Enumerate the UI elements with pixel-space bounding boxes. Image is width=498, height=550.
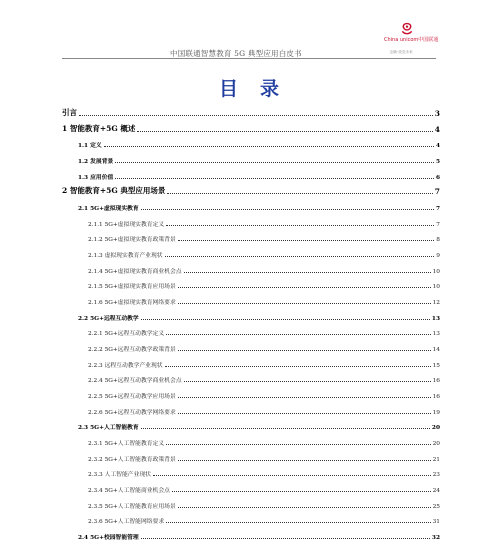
toc-entry[interactable] [88,296,440,306]
toc-entry[interactable] [88,515,440,525]
toc-leader-dots [141,538,430,539]
toc-entry-title: 2.1 5G+虚拟现实教育 [78,205,139,212]
toc-entry[interactable] [88,406,440,416]
toc-leader-dots [178,303,431,304]
toc-entry-page: 31 [432,519,440,526]
toc-entry[interactable] [88,249,440,259]
toc-entry-page: 23 [432,472,440,479]
toc-entry-page: 10 [432,268,440,275]
toc-entry-title: 2.1.5 5G+虚拟现实教育应用场景 [88,284,176,291]
header-divider [62,58,436,59]
toc-leader-dots [178,350,431,351]
toc-entry-title: 2.3.2 5G+人工智能教育政策背景 [88,456,176,463]
toc-entry-title: 2.3.1 5G+人工智能教育定义 [88,440,165,447]
toc-leader-dots [104,146,434,147]
unicom-knot-icon [399,22,415,36]
toc-entry[interactable] [78,531,440,541]
toc-entry[interactable] [78,312,440,322]
toc-entry-page: 16 [432,378,440,385]
toc-entry[interactable] [88,453,440,463]
toc-entry[interactable] [88,468,440,478]
toc-entry-title: 1 智能教育+5G 概述 [62,123,136,133]
toc-entry-title: 2.2.5 5G+远程互动教学应用场景 [88,393,176,400]
toc-entry-page: 5 [435,158,440,165]
toc-entry-title: 2.1.4 5G+虚拟现实教育商业机会点 [88,268,182,275]
toc-entry-page: 4 [435,143,440,150]
toc-leader-dots [166,444,430,445]
toc-entry-title: 引言 [62,108,77,117]
toc-entry-page: 32 [431,534,440,541]
toc-entry[interactable] [88,265,440,275]
toc-entry-page: 4 [434,124,440,134]
china-unicom-logo [384,22,448,58]
toc-entry-page: 12 [432,299,440,306]
header-title: 中国联通智慧教育 5G 典型应用白皮书 [170,49,302,58]
toc-leader-dots [178,397,431,398]
toc-entry-page: 13 [431,315,440,322]
toc-entry-page: 20 [431,425,440,432]
toc-entry-title: 2.3.4 5G+人工智能商业机会点 [88,487,170,494]
toc-entry-title: 2.4 5G+校园智能管理 [78,534,139,541]
toc-entry[interactable] [78,139,440,149]
toc-entry-title: 2.2.2 5G+远程互动教学政策背景 [88,346,176,353]
toc-entry[interactable] [62,124,440,134]
toc-entry-page: 24 [432,487,440,494]
toc-entry[interactable] [78,421,440,431]
toc-entry-page: 25 [432,503,440,510]
page-header [0,0,498,62]
toc-entry-page: 10 [432,284,440,291]
logo-slogan: 创新·改变未来 [390,50,413,54]
toc-entry-page: 21 [432,456,440,463]
toc-entry-page: 9 [436,252,440,259]
toc-leader-dots [141,209,434,210]
toc-entry[interactable] [88,343,440,353]
toc-entry-title: 2.3 5G+人工智能教育 [78,425,139,432]
toc-entry[interactable] [88,437,440,447]
toc-leader-dots [137,131,432,132]
toc-leader-dots [141,428,430,429]
toc-entry[interactable] [88,390,440,400]
toc-title: 目录 [218,78,301,100]
toc-entry-title: 1.2 发展背景 [78,158,114,165]
toc-entry-page: 3 [434,109,440,118]
toc-entry-page: 19 [432,409,440,416]
toc-leader-dots [141,319,430,320]
toc-entry[interactable] [88,484,440,494]
toc-entry[interactable] [88,280,440,290]
toc-leader-dots [184,272,431,273]
toc-leader-dots [115,162,434,163]
toc-leader-dots [166,334,430,335]
toc-entry-page: 8 [436,237,440,244]
toc-leader-dots [166,522,430,523]
toc-entry-title: 2.2.6 5G+远程互动教学网络要求 [88,409,176,416]
toc-entry[interactable] [88,327,440,337]
toc-entry[interactable] [62,186,440,196]
toc-entry-title: 1.1 定义 [78,143,102,150]
toc-entry[interactable] [62,108,440,118]
toc-leader-dots [172,491,431,492]
toc-entry-page: 13 [432,331,440,338]
toc-entry[interactable] [88,218,440,228]
toc-leader-dots [79,115,433,116]
toc-entry[interactable] [88,500,440,510]
toc-leader-dots [165,256,435,257]
toc-entry-title: 2.2.3 远程互动教学产业现状 [88,362,163,369]
toc-leader-dots [178,460,431,461]
toc-entry-page: 6 [435,174,440,181]
toc-leader-dots [178,240,435,241]
toc-entry-title: 2.2.4 5G+远程互动教学商业机会点 [88,378,182,385]
toc-entry-title: 2.1.6 5G+虚拟现实教育网络要求 [88,299,176,306]
toc-entry[interactable] [88,233,440,243]
toc-entry-title: 2.2 5G+远程互动教学 [78,315,139,322]
toc-leader-dots [153,475,431,476]
toc-entry-page: 20 [432,440,440,447]
toc-entry-title: 2.2.1 5G+远程互动教学定义 [88,331,165,338]
toc-entry-title: 2.3.6 5G+人工智能网络要求 [88,519,165,526]
toc-entry-title: 2.1.2 5G+虚拟现实教育政策背景 [88,237,176,244]
toc-entry-page: 7 [434,187,440,197]
toc-entry-page: 15 [432,362,440,369]
toc-leader-dots [178,507,431,508]
toc-entry[interactable] [78,202,440,212]
toc-leader-dots [178,413,431,414]
toc-leader-dots [167,193,432,194]
toc-entry-page: 7 [436,221,440,228]
toc-entry-page: 16 [432,393,440,400]
toc-entry[interactable] [88,374,440,384]
toc-entry-title: 2.3.5 5G+人工智能教育应用场景 [88,503,176,510]
toc-leader-dots [115,178,434,179]
toc-entry-title: 2.3.3 人工智能产业现状 [88,472,151,479]
toc-entry-page: 14 [432,346,440,353]
toc-entry-title: 2 智能教育+5G 典型应用场景 [62,186,166,196]
toc-entry-title: 2.1.3 虚拟现实教育产业现状 [88,252,163,259]
toc-entry[interactable] [88,359,440,369]
toc-entry-page: 7 [435,205,440,212]
toc-leader-dots [165,366,431,367]
toc-entry-title: 2.1.1 5G+虚拟现实教育定义 [88,221,165,228]
logo-text-en: China unicom中国联通 [384,37,439,43]
toc-entry[interactable] [78,155,440,165]
toc-entry-title: 1.3 应用价值 [78,174,114,181]
toc-leader-dots [166,225,434,226]
toc-leader-dots [178,287,431,288]
toc-leader-dots [184,381,431,382]
toc-entry[interactable] [78,171,440,181]
